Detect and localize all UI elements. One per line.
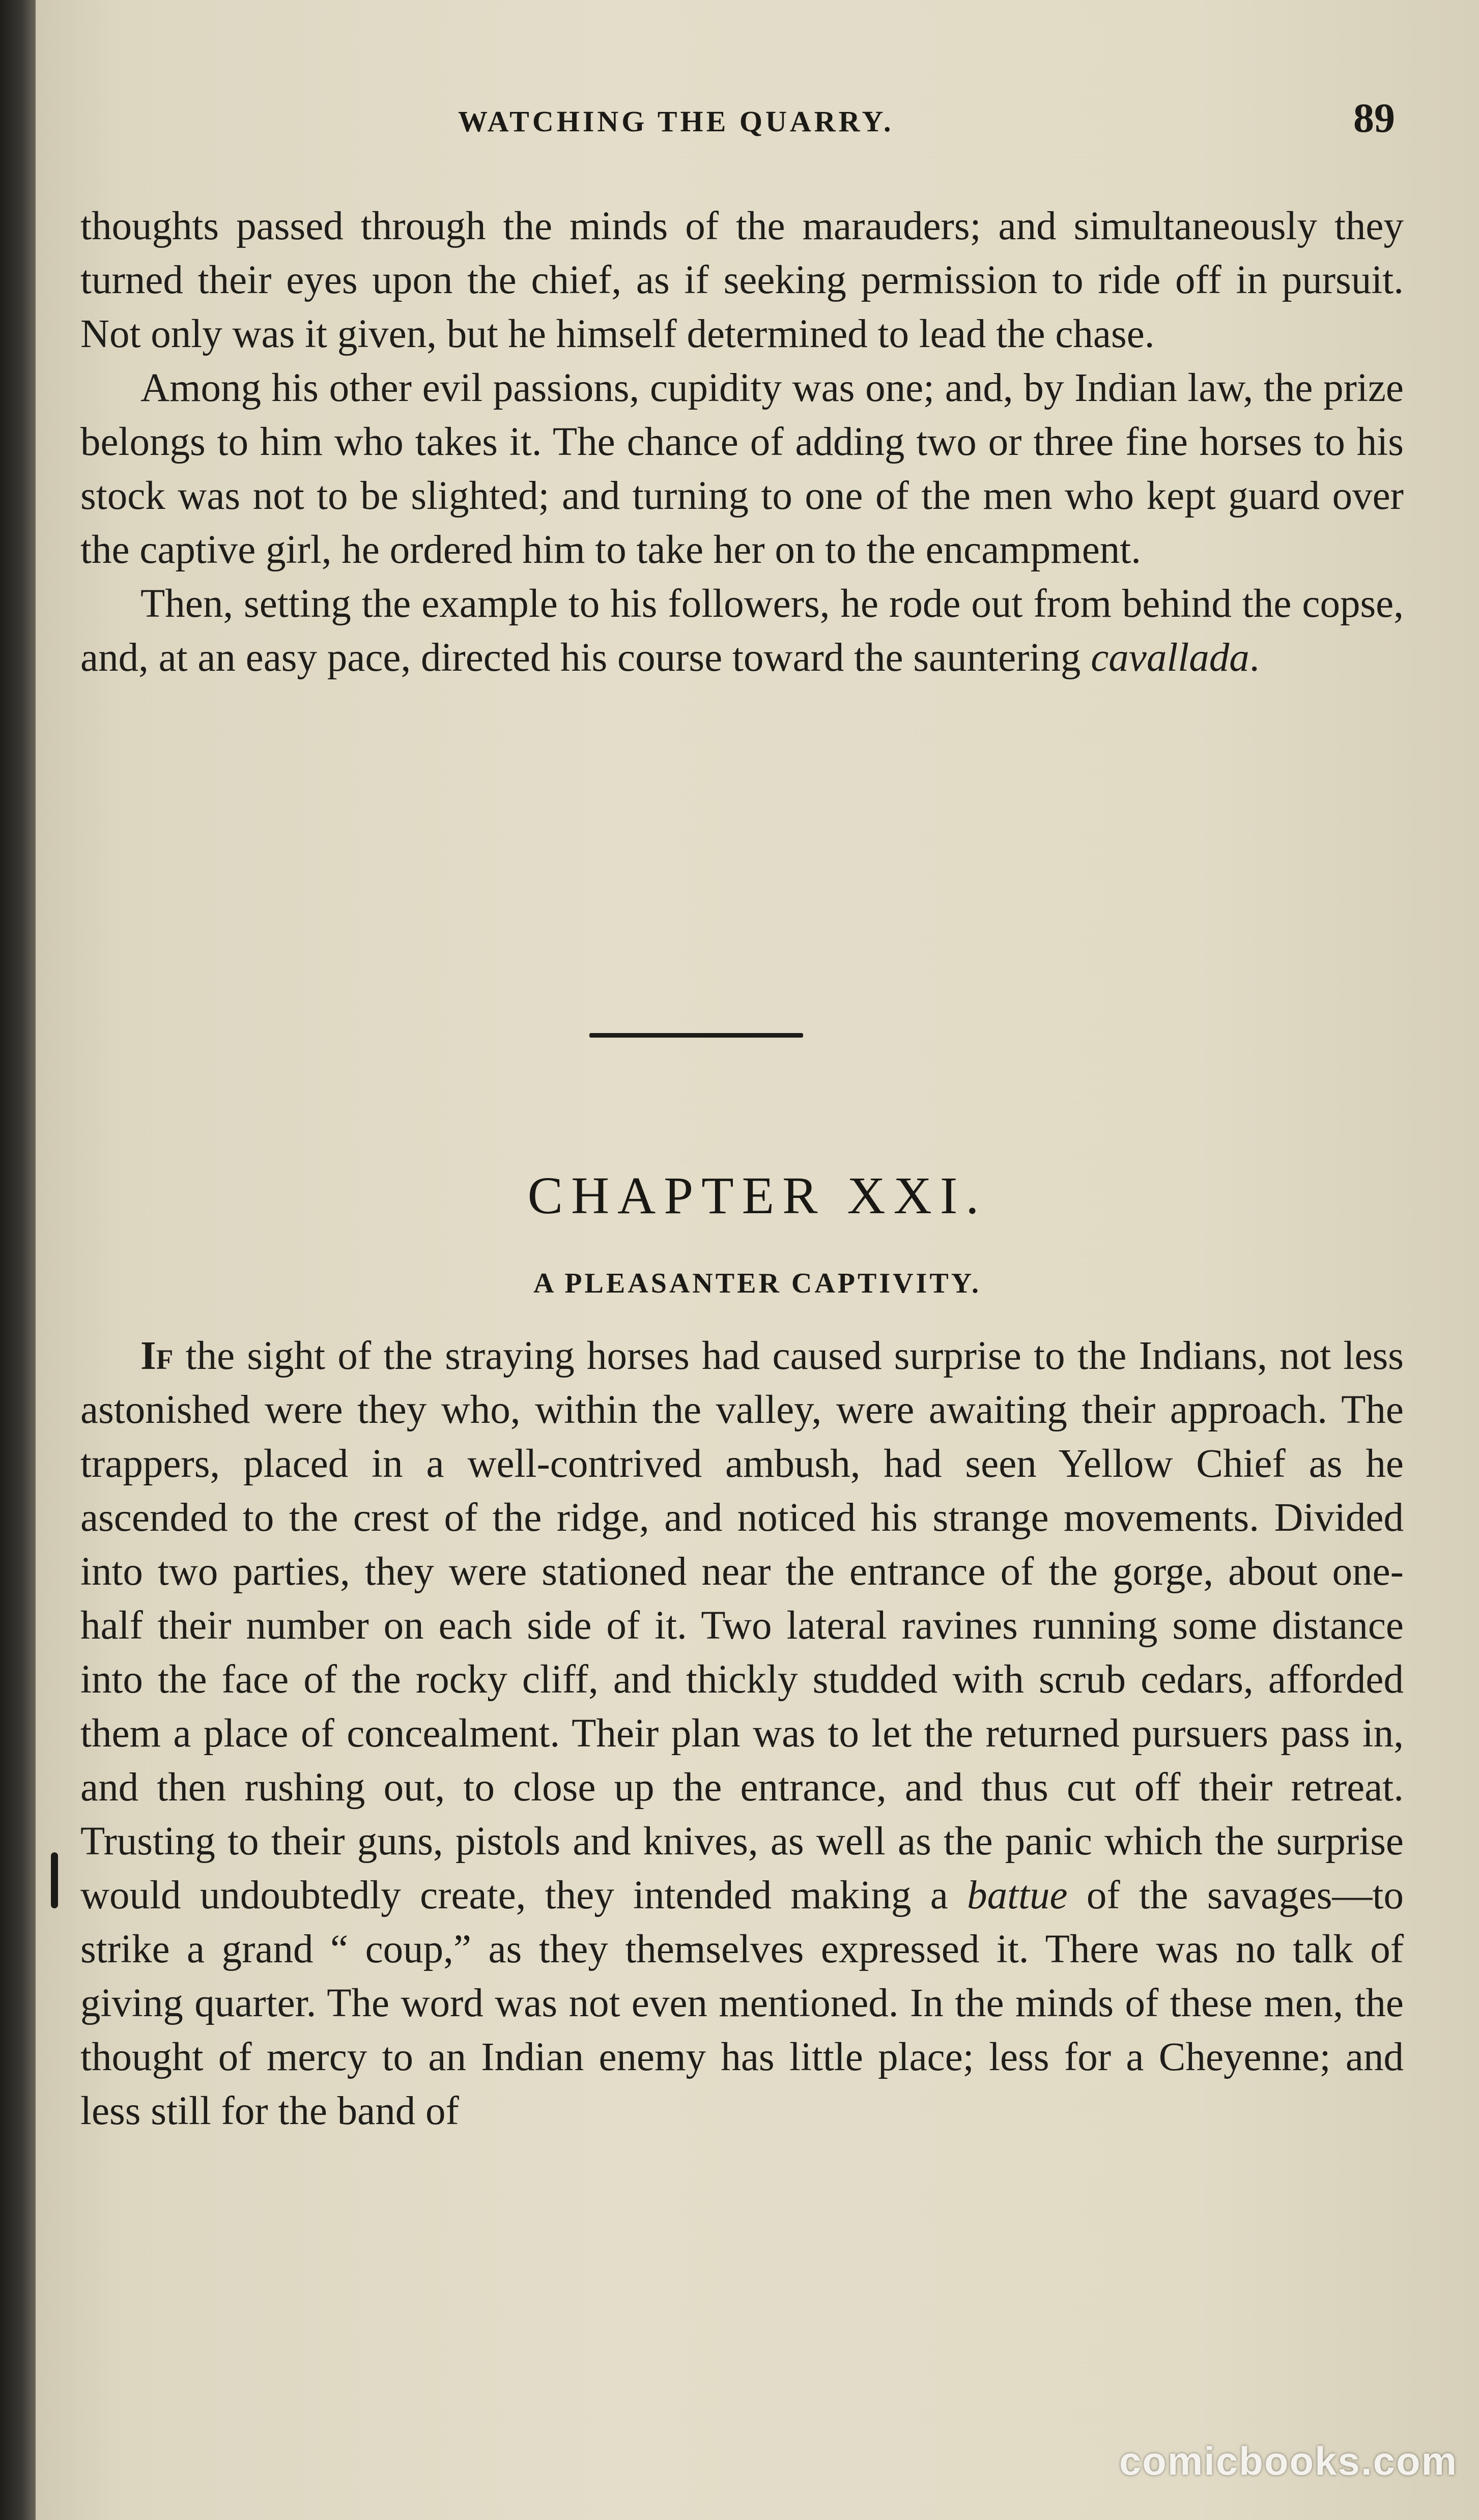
paragraph-then-text: Then, setting the example to his followers, he rode out from behind the copse, and, at an easy pace, directed his course toward the sauntering — [80, 582, 1404, 680]
margin-ink-mark — [51, 1852, 58, 1908]
paragraph-cupidity: Among his other evil passions, cupidity was one; and, by Indian law, the prize belongs to him who takes it. The chance of adding two or three fine horses to his stock was not to be slighted; and turning to one of the men who kept guard over the captive girl, he ordered him to take her on to the encampment. — [80, 366, 1404, 572]
book-page — [36, 0, 1479, 2520]
paragraph-continued: thoughts passed through the minds of the marauders; and simultaneously they turned their eyes upon the chief, as if seeking permission to ride off in pursuit. Not only was it given, but he himself determined to lead the chase. — [80, 204, 1404, 356]
chapter-subtitle: A PLEASANTER CAPTIVITY. — [533, 1268, 981, 1299]
dropcap: If — [140, 1334, 174, 1378]
running-head: WATCHING THE QUARRY. — [458, 105, 894, 138]
page-number: 89 — [1353, 95, 1395, 141]
paragraph-then-italic: cavallada — [1091, 636, 1249, 680]
paragraph-then-end: . — [1249, 636, 1260, 680]
chapter-paragraph-italic: battue — [967, 1873, 1068, 1917]
paragraph-then — [80, 577, 1404, 685]
chapter-paragraph-part2: of the savages—to strike a grand “ coup,” as they themselves expressed it. There was no talk of giving quarter. The word was not even mentioned. In the minds of these men, the thought of mercy to an Indian enemy has little place; less for a Cheyenne; and less still for the band of — [80, 1873, 1404, 2133]
text-block-chapter — [80, 1329, 1404, 2138]
text-block-top — [80, 199, 1404, 685]
section-divider — [589, 1033, 803, 1038]
chapter-paragraph-part1: the sight of the straying horses had caused surprise to the Indians, not less astonished were they who, within the valley, were awaiting their approach. The trappers, placed in a well-contrived ambush, had seen Yellow Chief as he ascended to the crest of the ridge, and noticed his strange movements. Divided into two parties, they were stationed near the entrance of the gorge, about one-half their number on each side of it. Two lateral ravines running some distance into the face of the rocky cliff, and thickly studded with scrub cedars, afforded them a place of concealment. Their plan was to let the returned pursuers pass in, and then rushing out, to close up the entrance, and thus cut off their retreat. Trusting to their guns, pistols and knives, as well as the panic which the surprise would undoubtedly create, they intended making a — [80, 1334, 1404, 1917]
chapter-paragraph — [80, 1329, 1404, 2138]
page-header — [36, 89, 1479, 145]
chapter-title: CHAPTER XXI. — [527, 1166, 987, 1225]
book-spine — [0, 0, 36, 2520]
watermark: comicbooks.com — [1119, 2439, 1458, 2483]
